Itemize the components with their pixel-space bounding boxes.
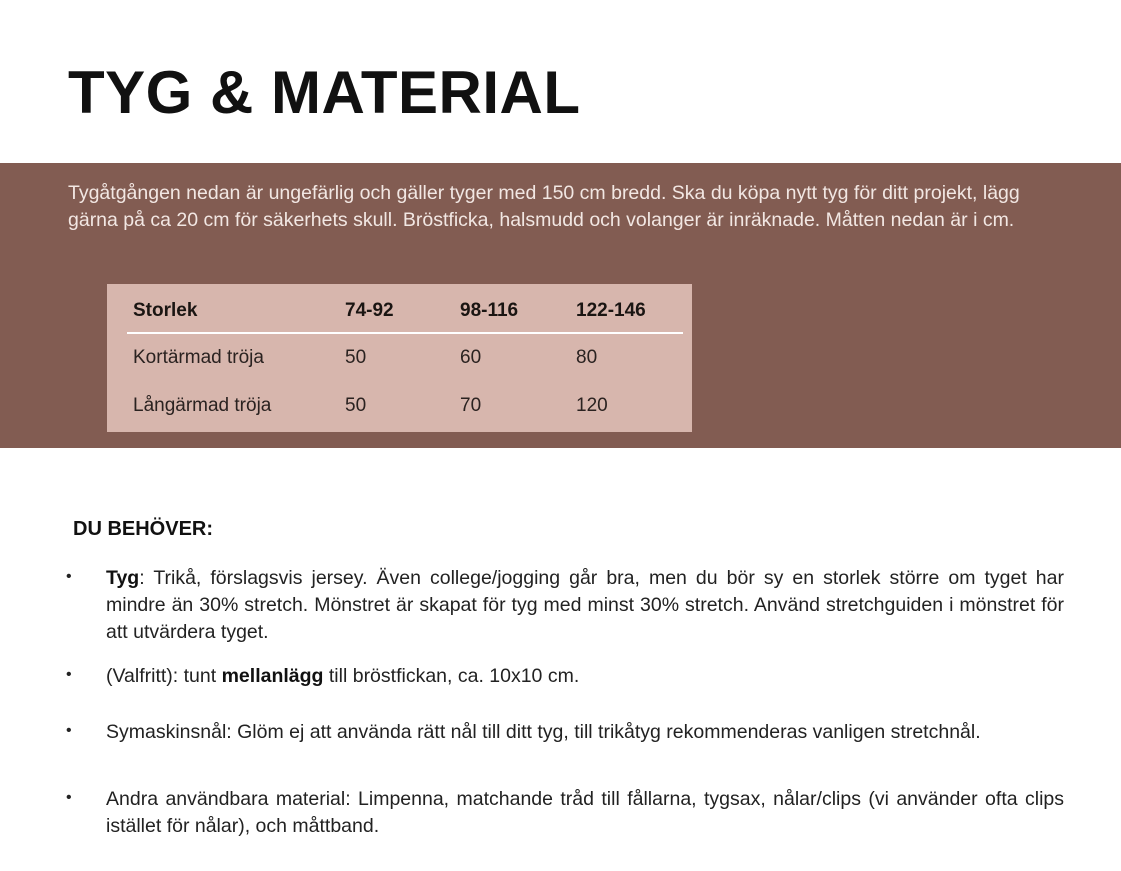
table-header-cell: 122-146 bbox=[576, 300, 646, 321]
section-heading: DU BEHÖVER: bbox=[73, 518, 214, 540]
table-cell: 120 bbox=[576, 395, 608, 416]
list-item-text: Symaskinsnål: Glöm ej att använda rätt nål till ditt tyg, till trikåtyg rekommenderas vanligen stretchnål. bbox=[106, 721, 981, 743]
table-cell: 70 bbox=[460, 395, 482, 416]
bullet-icon: • bbox=[66, 568, 72, 585]
bullet-icon: • bbox=[66, 789, 72, 806]
size-table bbox=[107, 284, 692, 432]
list-item-text bbox=[106, 663, 1064, 690]
bullet-icon: • bbox=[66, 722, 72, 739]
table-cell: 50 bbox=[345, 347, 367, 368]
table-row bbox=[107, 395, 692, 425]
item-prefix: (Valfritt): tunt bbox=[106, 665, 222, 687]
table-row bbox=[107, 347, 692, 377]
item-description: till bröstfickan, ca. 10x10 cm. bbox=[323, 665, 580, 687]
table-header-cell: Storlek bbox=[133, 300, 198, 321]
table-cell: Kortärmad tröja bbox=[133, 347, 264, 368]
table-header-cell: 74-92 bbox=[345, 300, 394, 321]
table-cell: 50 bbox=[345, 395, 367, 416]
table-header-divider bbox=[127, 332, 683, 334]
list-item-text bbox=[106, 565, 1064, 646]
item-description: : Trikå, förslagsvis jersey. Även college/jogging går bra, men du bör sy en storlek större om tyget har mindre än 30% stretch. Mönstret är skapat för tyg med minst 30% stretch. Använd stretchguiden i mönstret för att utvärdera tyget. bbox=[106, 567, 1064, 643]
table-cell: Långärmad tröja bbox=[133, 395, 272, 416]
table-header-row bbox=[107, 300, 692, 330]
page-title: TYG & MATERIAL bbox=[68, 59, 581, 126]
item-keyword: mellanlägg bbox=[221, 665, 324, 687]
item-keyword: Tyg bbox=[106, 567, 140, 589]
intro-text: Tygåtgången nedan är ungefärlig och gäller tyger med 150 cm bredd. Ska du köpa nytt tyg för ditt projekt, lägg gärna på ca 20 cm för säkerhets skull. Bröstficka, halsmudd och volanger är inräknade. Måtten nedan är i cm. bbox=[68, 182, 1020, 231]
table-cell: 80 bbox=[576, 347, 598, 368]
bullet-icon: • bbox=[66, 666, 72, 683]
table-cell: 60 bbox=[460, 347, 482, 368]
list-item-text: Andra användbara material: Limpenna, matchande tråd till fållarna, tygsax, nålar/clips (vi använder ofta clips istället för nålar), och måttband. bbox=[106, 788, 1064, 837]
table-header-cell: 98-116 bbox=[460, 300, 519, 321]
